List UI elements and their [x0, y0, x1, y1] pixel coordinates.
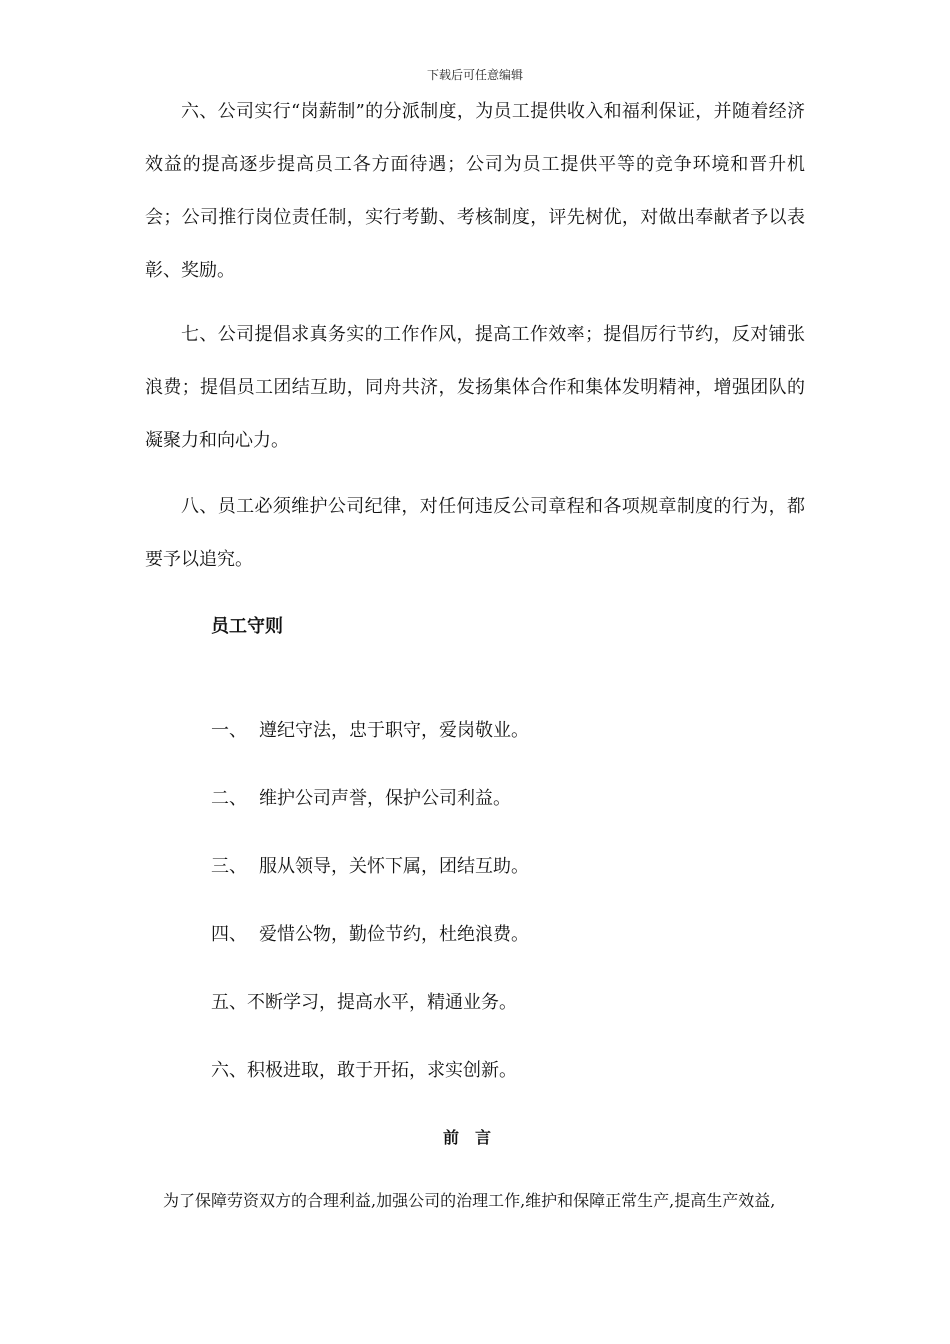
rule-item: [211, 1056, 517, 1082]
preface-title: 前言: [442, 1128, 507, 1147]
rule-item: [211, 988, 517, 1014]
rule-text: 不断学习，提高水平，精通业务。: [247, 992, 517, 1013]
rule-item: [211, 784, 511, 810]
rule-item: [211, 716, 529, 742]
paragraph-7: 七、公司提倡求真务实的工作作风，提高工作效率；提倡厉行节约，反对铺张浪费；提倡员工团结互助，同舟共济，发扬集体合作和集体发明精神，增强团队的凝聚力和向心力。: [145, 324, 805, 451]
preface-text: 为了保障劳资双方的合理利益,加强公司的治理工作,维护和保障正常生产,提高生产效益,: [163, 1191, 776, 1210]
section-title-employee-rules: 员工守则: [211, 616, 283, 637]
rule-text: 遵纪守法，忠于职守，爱岗敬业。: [259, 720, 529, 741]
rule-number: 三、: [211, 856, 247, 877]
rule-number: 五、: [211, 992, 247, 1013]
header-note: 下载后可任意编辑: [426, 68, 523, 82]
paragraph-6: 六、公司实行“岗薪制”的分派制度，为员工提供收入和福利保证，并随着经济效益的提高逐步提高员工各方面待遇；公司为员工提供平等的竞争环境和晋升机会；公司推行岗位责任制，实行考勤、考核制度，评先树优，对做出奉献者予以表彰、奖励。: [145, 101, 805, 281]
rule-number: 四、: [211, 924, 247, 945]
rule-number: 六、: [211, 1060, 247, 1081]
rule-text: 服从领导，关怀下属，团结互助。: [259, 856, 529, 877]
rule-text: 爱惜公物，勤俭节约，杜绝浪费。: [259, 924, 529, 945]
rule-text: 积极进取，敢于开拓，求实创新。: [247, 1060, 517, 1081]
rule-item: [211, 852, 529, 878]
rule-item: [211, 920, 529, 946]
rule-number: 一、: [211, 720, 247, 741]
rule-text: 维护公司声誉，保护公司利益。: [259, 788, 511, 809]
paragraph-8: 八、员工必须维护公司纪律，对任何违反公司章程和各项规章制度的行为，都要予以追究。: [145, 496, 805, 570]
rule-number: 二、: [211, 788, 247, 809]
